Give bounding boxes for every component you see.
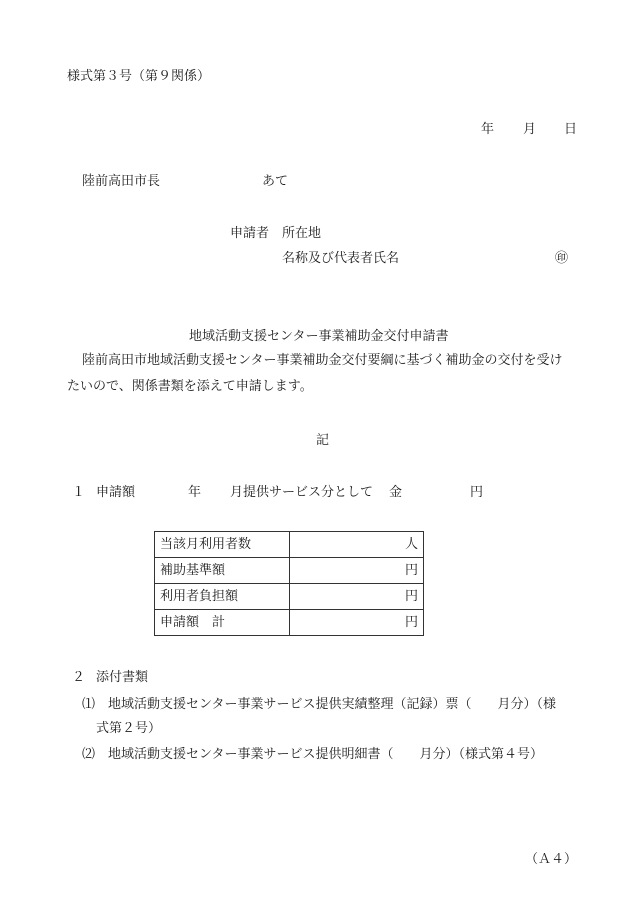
date-day: 日: [564, 122, 578, 137]
attachment-line-1: 地域活動支援センター事業サービス提供実績整理（記録）票（ 月分）（様: [108, 697, 556, 712]
section-1-label: 申請額: [96, 485, 136, 500]
section-1-number: １: [72, 485, 86, 500]
addressee-suffix: あて: [262, 174, 289, 189]
date-month: 月: [523, 122, 537, 137]
section-1-kin: 金: [389, 485, 403, 500]
section-2-label: 添付書類: [96, 670, 149, 685]
table-unit: 円: [290, 610, 424, 636]
table-unit: 人: [290, 532, 424, 558]
body-line-2: たいので、関係書類を添えて申請します。: [67, 379, 313, 394]
addressee-name: 陸前高田市長: [82, 174, 161, 189]
applicant-name-label: 名称及び代表者氏名: [282, 251, 400, 266]
table-label: 当該月利用者数: [155, 532, 290, 558]
table-row: [155, 558, 424, 584]
section-1-yen: 円: [470, 485, 484, 500]
document-title: 地域活動支援センター事業補助金交付申請書: [189, 329, 449, 344]
section-1-month-service: 月提供サービス分として: [230, 485, 374, 500]
table-label: 利用者負担額: [155, 584, 290, 610]
form-number: 様式第３号（第９関係）: [67, 69, 211, 84]
applicant-address-label: 所在地: [282, 226, 322, 241]
table-unit: 円: [290, 584, 424, 610]
body-line-1: 陸前高田市地域活動支援センター事業補助金交付要綱に基づく補助金の交付を受け: [82, 353, 563, 368]
table-row: [155, 532, 424, 558]
attachment-marker: ⑴: [82, 697, 96, 712]
table-unit: 円: [290, 558, 424, 584]
section-1-year: 年: [188, 485, 202, 500]
ki-heading: 記: [316, 433, 330, 448]
date-year: 年: [481, 122, 495, 137]
table-label: 申請額 計: [155, 610, 290, 636]
attachment-marker: ⑵: [82, 747, 96, 762]
attachment-line-1: 地域活動支援センター事業サービス提供明細書（ 月分）（様式第４号）: [108, 747, 543, 762]
table-row: [155, 584, 424, 610]
paper-size: （Ａ４）: [525, 852, 578, 867]
amount-table: [154, 531, 424, 636]
table-label: 補助基準額: [155, 558, 290, 584]
section-2-number: ２: [72, 670, 86, 685]
attachment-line-2: 式第２号）: [96, 721, 162, 736]
applicant-label: 申請者: [230, 226, 270, 241]
table-row: [155, 610, 424, 636]
seal-mark: ㊞: [555, 251, 569, 266]
